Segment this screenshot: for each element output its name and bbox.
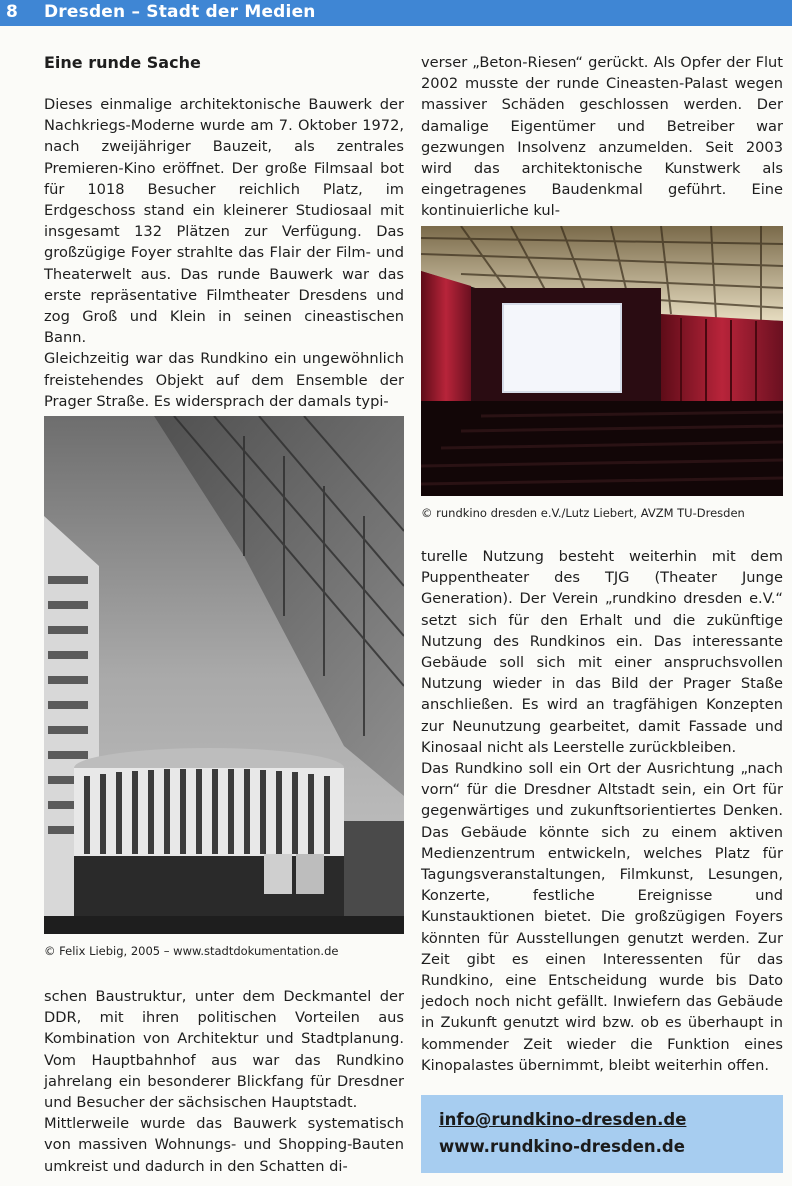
paragraph: verser „Beton-Riesen“ gerückt. Als Opfer der Flut 2002 musste der runde Cineasten-Palast wegen massiver Schäden geschlossen werden. Der damalige Eigentümer und Betreiber war gezwungen Insolvenz anzumelden. Seit 2003 wird das architektonische Kunstwerk als eingetragenes Baudenkmal geführt. Eine kontinuierliche kul-	[421, 54, 783, 220]
email-link[interactable]: info@rundkino-dresden.de	[439, 1110, 687, 1129]
interior-photo-caption: © rundkino dresden e.V./Lutz Liebert, AVZM TU-Dresden	[421, 506, 745, 520]
contact-box	[421, 1095, 783, 1173]
paragraph: turelle Nutzung besteht weiterhin mit dem Puppentheater des TJG (Theater Junge Generation). Der Verein „rundkino dresden e.V.“ setzt sich für den Erhalt und die zukünftige Nutzung des Rundkinos ein. Das interessante Gebäude soll sich mit einer anspruchsvollen Nutzung wieder in das Bild der Prager Staße anschließen. Es wird an tragfähigen Konzepten zur Neunutzung gearbeitet, damit Fassade und Kinosaal nicht als Leerstelle zurückbleiben.	[421, 548, 783, 756]
col2-top-text	[421, 52, 783, 222]
article-heading: Eine runde Sache	[44, 53, 201, 72]
paragraph: schen Baustruktur, unter dem Deckmantel der DDR, mit ihren politischen Vorteilen aus Kombination von Architektur und Stadtplanung. Vom Hauptbahnhof aus war das Rundkino jahrelang ein besonderer Blickfang für Dresdner und Besucher der sächsischen Hauptstadt.	[44, 988, 404, 1112]
page-number: 8	[6, 2, 18, 22]
exterior-photo-caption: © Felix Liebig, 2005 – www.stadtdokumentation.de	[44, 944, 339, 958]
paragraph: Das Rundkino soll ein Ort der Ausrichtung „nach vorn“ für die Dresdner Altstadt sein, ein Ort für gegenwärtiges und zukunftsorientiertes Denken. Das Gebäude könnte sich zu einem aktiven Medienzentrum entwickeln, welches Platz für Tagungsveranstaltungen, Filmkunst, Lesungen, Konzerte, festliche Ereignisse und Kunstauktionen bietet. Die großzügigen Foyers könnten für Ausstellungen genutzt werden. Zur Zeit gibt es einen Interessenten für das Rundkino, eine Entscheidung wurde bis Dato jedoch noch nicht gefällt. Inwiefern das Gebäude in Zukunft genutzt wird bzw. ob es überhaupt in kommender Zeit wieder die Funktion eines Kinopalastes übernimmt, bleibt weiterhin offen.	[421, 760, 783, 1074]
col1-top-text	[44, 94, 404, 412]
col1-bottom-text	[44, 986, 404, 1177]
header-bar	[0, 0, 792, 26]
cinema-interior-photo	[421, 226, 783, 496]
col2-bottom-text	[421, 546, 783, 1076]
website-link[interactable]: www.rundkino-dresden.de	[439, 1137, 685, 1156]
rundkino-exterior-photo	[44, 416, 404, 934]
section-title: Dresden – Stadt der Medien	[44, 2, 316, 22]
paragraph: Mittlerweile wurde das Bauwerk systematisch von massiven Wohnungs- und Shopping-Bauten umkreist und dadurch in den Schatten di-	[44, 1115, 404, 1175]
paragraph: Dieses einmalige architektonische Bauwerk der Nachkriegs-Moderne wurde am 7. Oktober 1972, nach zweijähriger Bauzeit, als zentrales Premieren-Kino eröffnet. Der große Filmsaal bot für 1018 Besucher reichlich Platz, im Erdgeschoss stand ein kleinerer Studiosaal mit insgesamt 132 Plätzen zur Verfügung. Das großzügige Foyer strahlte das Flair der Film- und Theaterwelt aus. Das runde Bauwerk war das erste repräsentative Filmtheater Dresdens und zog Groß und Klein in seinen cineastischen Bann.	[44, 96, 404, 347]
paragraph: Gleichzeitig war das Rundkino ein ungewöhnlich freistehendes Objekt auf dem Ensemble der Prager Straße. Es widersprach der damals typi-	[44, 350, 404, 410]
